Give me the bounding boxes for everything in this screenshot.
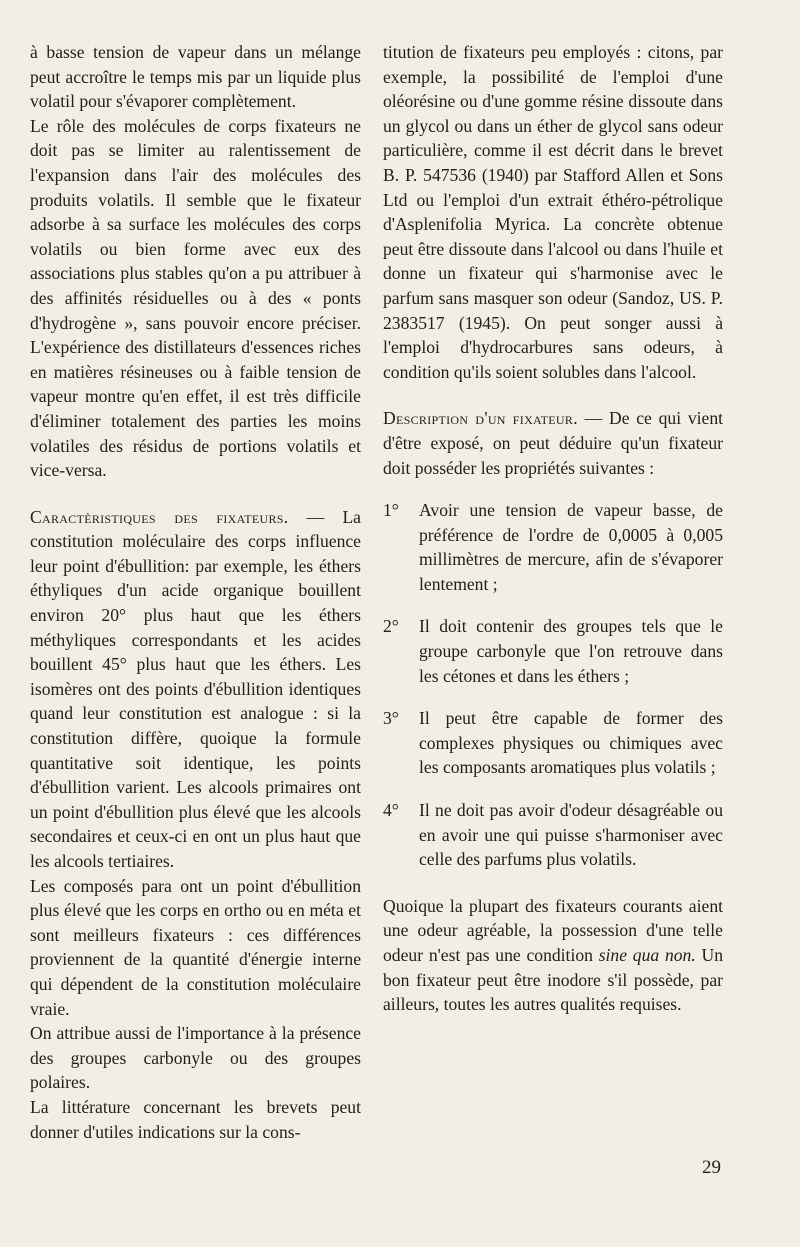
- section-heading: Description d'un fixateur.: [383, 408, 578, 429]
- list-text: Avoir une tension de vapeur basse, de préférence de l'ordre de 0,0005 à 0,005 millimètres de mercure, afin de s'évaporer lentement ;: [419, 500, 723, 594]
- paragraph: La littérature concernant les brevets peut donner d'utiles indications sur la cons-: [30, 1096, 361, 1142]
- paragraph-text: Quoique la plupart des fixateurs courants aient une odeur agréable, la possession d'une telle odeur n'est pas une condition: [383, 895, 723, 965]
- paragraph: Le rôle des molécules de corps fixateurs ne doit pas se limiter au ralentissement de l'expansion dans l'air des molécules des produits volatils. Il semble que le fixateur adsorbe à sa surface les molécules des corps volatils ou bien forme avec eux des associations plus stables qu'on a pu attribuer à des affinités résiduelles ou à des « ponts d'hydrogène », sans pouvoir encore préciser. L'expérience des distillateurs d'essences riches en matières résineuses ou à faible tension de vapeur montre qu'en effet, il est très difficile d'éliminer totalement des parties les moins volatiles des résidus de portions volatils et vice-versa.: [30, 115, 361, 481]
- left-column: [30, 40, 361, 1144]
- list-text: Il doit contenir des groupes tels que le groupe carbonyle que l'on retrouve dans les cétones et dans les éthers ;: [419, 616, 723, 686]
- list-item: [383, 498, 723, 596]
- paragraph: titution de fixateurs peu employés : citons, par exemple, la possibilité de l'emploi d'une oléorésine ou d'une gomme résine dissoute dans un glycol ou dans un éther de glycol sans odeur particulière, comme il est décrit dans le brevet B. P. 547536 (1940) par Stafford Allen et Sons Ltd ou l'emploi d'un extrait éthéro-pétrolique d'Asplenifolia Myrica. La concrète obtenue peut être dissoute dans l'alcool ou dans l'huile et donne un fixateur qui s'harmonise avec le parfum sans masquer son odeur (Sandoz, US. P. 2383517 (1945). On peut songer aussi à l'emploi d'hydrocarbures sans odeurs, à condition qu'ils soient solubles dans l'alcool.: [383, 42, 723, 382]
- section-heading: Caractèristiques des fixateurs.: [30, 506, 289, 527]
- list-item: [383, 614, 723, 688]
- page-number: 29: [702, 1157, 721, 1178]
- paragraph: On attribue aussi de l'importance à la présence des groupes carbonyle ou des groupes polaires.: [30, 1023, 361, 1093]
- paragraph: Les composés para ont un point d'ébullition plus élevé que les corps en ortho ou en méta et sont meilleurs fixateurs : ces différences proviennent de la quantité d'énergie interne qui dépendent de la constitution moléculaire vraie.: [30, 875, 361, 1019]
- list-text: Il ne doit pas avoir d'odeur désagréable ou en avoir une qui puisse s'harmoniser avec celle des parfums plus volatils.: [419, 800, 723, 870]
- list-item: [383, 706, 723, 780]
- list-number: 2°: [383, 616, 399, 637]
- italic-phrase: sine qua non.: [598, 945, 696, 965]
- heading-dash: —: [577, 408, 609, 429]
- section-paragraph-characteristics: [30, 505, 361, 874]
- paragraph-text: La constitution moléculaire des corps influence leur point d'ébullition: par exemple, les éthers éthyliques d'un acide organique bouillent environ 20° plus haut que les éthers méthyliques correspondants et les acides bouillent 45° plus haut que les éthers. Les isomères ont des points d'ébullition identiques quand leur constitution est analogue : si la constitution diffère, quoique la formule quantitative soit identique, les points d'ébullition varient. Les alcools primaires ont un point d'ébullition plus élevé que les alcools secondaires et ceux-ci en ont un plus haut que les alcools tertiaires.: [30, 506, 361, 871]
- list-number: 1°: [383, 500, 399, 521]
- paragraph-text: Un bon fixateur peut être inodore s'il possède, par ailleurs, toutes les autres qualités requises.: [383, 945, 723, 1015]
- list-text: Il peut être capable de former des complexes physiques ou chimiques avec les composants aromatiques plus volatils ;: [419, 708, 723, 778]
- list-number: 4°: [383, 800, 399, 821]
- closing-paragraph: [383, 894, 723, 1017]
- paragraph: à basse tension de vapeur dans un mélange peut accroître le temps mis par un liquide plus volatil pour s'évaporer complètement.: [30, 42, 361, 112]
- right-column: [383, 40, 723, 1017]
- heading-dash: —: [288, 506, 343, 527]
- section-paragraph-description: [383, 406, 723, 480]
- list-number: 3°: [383, 708, 399, 729]
- list-item: [383, 798, 723, 872]
- paragraph-text: De ce qui vient d'être exposé, on peut déduire qu'un fixateur doit posséder les propriétés suivantes :: [383, 408, 723, 478]
